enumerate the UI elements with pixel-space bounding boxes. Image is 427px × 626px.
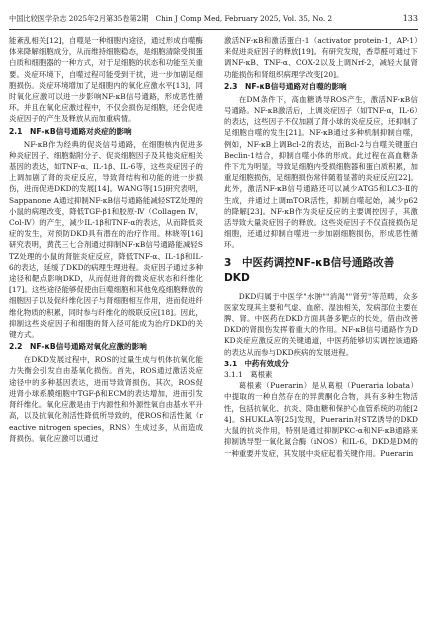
right-column [224, 35, 418, 459]
paragraph: 在DM条件下，高血糖诱导ROS产生，激活NF-κB信号通路。NF-κB激活后，上调炎症因子（如TNF-α，IL-6）的表达，这些因子不仅加剧了肾小球的炎症反应，还抑制了足细胞自噬的发生[21]。NF-κB通过多种机制抑制自噬，例如，NF-κB上调Bcl-2的表达，而Bcl-2与自噬关键蛋白Beclin-1结合，抑制自噬小体的形成。此过程在高血糖条件下尤为明显，导致足细胞内受损细胞器和蛋白质积累，加重足细胞损伤，足细胞损伤常伴随着显著的炎症反应[22]。此外，激活NF-κB信号通路还可以减少ATG5和LC3-Ⅱ的生成，并通过上调mTOR活性，抑制自噬起始，减少p62的降解[23]。NF-κB作为炎症反应的主要调控因子，其激活导致大量炎症因子的释放。这些炎症因子不仅直接损伤足细胞，还通过抑制自噬进一步加剧细胞损伤，形成恶性循环。 [224, 94, 418, 250]
paragraph: 激活NF-κB和激活蛋白-1（activator protein-1，AP-1）来促进炎症因子的释放[19]。有研究发现，香草醛可通过下调NF-κB、TNF-α、COX-2以及上调Nrf-2，减轻大鼠肾功能损伤和肾组织病理学改变[20]。 [224, 36, 418, 79]
paragraph: DKD归属于中医学"水肿""消渴""肾劳"等范畴，众多医家发现其主要和气虚、血瘀、湿浊相关，发病部位主要在脾、肾。中医药在DKD方面具备多靶点的长处，借由改善DKD的肾损伤发挥着重大的作用。NF-κB信号通路作为DKD炎症应激反应的关键通道，中医药能够切实调控该通路的表达从而参与DKD疾病的发展进程。 [224, 291, 418, 357]
left-column [9, 35, 203, 444]
journal-citation: 中国比较医学杂志 2025年2月第35卷第2期 Chin J Comp Med, February 2025, Vol. 35, No. 2 [9, 14, 333, 23]
section-heading-2-3: 2.3 NF-κB信号通路对自噬的影响 [224, 81, 347, 91]
paragraph: 葛根素（Puerarin）是从葛根（Pueraria lobata）中提取的一种自然存在的异黄酮化合物，具有多种生物活性，包括抗氧化、抗炎、降血糖和保护心血管系统的功能[24]。SHUKLA等[25]发现，Puerarin对STZ诱导的DKD大鼠的抗炎作用，特别是通过抑制PKC-α和NF-κB通路来抑制诱导型一氧化氮合酶（iNOS）和IL-6。DKD是DM的一种重要并发症，其发展中炎症起着关键作用。Puerarin [224, 381, 418, 458]
paragraph: 能紊乱相关[12]，自噬是一种细胞内途径，通过形成自噬酶体来降解细胞成分，从而维持细胞稳态，是细胞清除受损蛋白质和细胞器的一种方式，对于足细胞的状态和功能至关重要。炎症环境下，自噬过程可能受到干扰，进一步加剧足细胞损伤。炎症环境增加了足细胞内的氧化应激水平[13]，同时氧化应激可以进一步影响NF-κB信号通路，形成恶性循环。并且在氧化应激过程中，不仅会损伤足细胞，还会促进炎症因子的产生及释放从而加重病情。 [9, 36, 203, 124]
header-rule [9, 29, 418, 30]
section-heading-2-2: 2.2 NF-κB信号通路对氧化应激的影响 [9, 342, 147, 352]
subsection-heading-3-1-1: 3.1.1 葛根素 [224, 370, 273, 380]
subsection-heading-3-1: 3.1 中药有效成分 [224, 358, 289, 368]
paragraph: 在DKD发展过程中，ROS的过量生成与机体抗氧化能力失衡会引发自由基氧化损伤。首先，ROS通过激活炎症途径中的多种基因表达，进而导致肾损伤。其次，ROS促进肾小球系膜细胞中TGF-β和ECM的表达增加，进而引发肾纤维化。氧化应激是由于内源性和外源性氧自由基水平升高，以及抗氧化剂活性降低所导致的，使ROS和活性氮（reactive nitrogen species，RNS）生成过多，从而造成肾损伤。氧化应激可以通过 [9, 355, 203, 443]
page-number: 133 [402, 14, 418, 23]
section-heading-3: 3 中医药调控NF-κB信号通路改善DKD [224, 256, 395, 284]
section-heading-2-1: 2.1 NF-κB信号通路对炎症的影响 [9, 126, 132, 136]
running-header [9, 12, 418, 26]
paragraph: NF-κB作为经典的促炎信号通路，在细胞核内促进多种炎症因子、细胞黏附分子、促炎细胞因子及其他炎症相关基因的表达，如TNF-α、IL-1β、IL-6等，这些炎症因子的上调加剧了肾的炎症反应，导致肾结构和功能的进一步损伤，进而促进DKD的发展[14]。WANG等[15]研究表明，Sappanone A通过抑制NF-κB信号通路能减轻STZ处理的小鼠的病理改变，降低TGF-β1和胶原-Ⅳ（Collagen Ⅳ，Col-Ⅳ）的产生，减少IL-1β和TNF-α的表达，从而降低炎症的发生，对预防DKD具有潜在的治疗作用。林晓等[16]研究表明，黄芪三七合剂通过抑制NF-κB信号通路能减轻STZ处理的小鼠的肾脏炎症反应，降低TNF-α、IL-1β和IL-6的表达，延缓了DKD的病理生理进程。炎症因子通过多种途径和靶点影响DKD，从而促进肾的微炎症状态和纤维化[17]。这些途径能够促使由巨噬细胞和其他免疫细胞释放的细胞因子以及促纤维化因子与肾细胞相互作用，进而促进纤维化物质的积累，同时参与纤维化的级联反应[18]。因此，抑制这些炎症因子和细胞的肾入径可能成为治疗DKD的关键方式。 [9, 139, 203, 340]
